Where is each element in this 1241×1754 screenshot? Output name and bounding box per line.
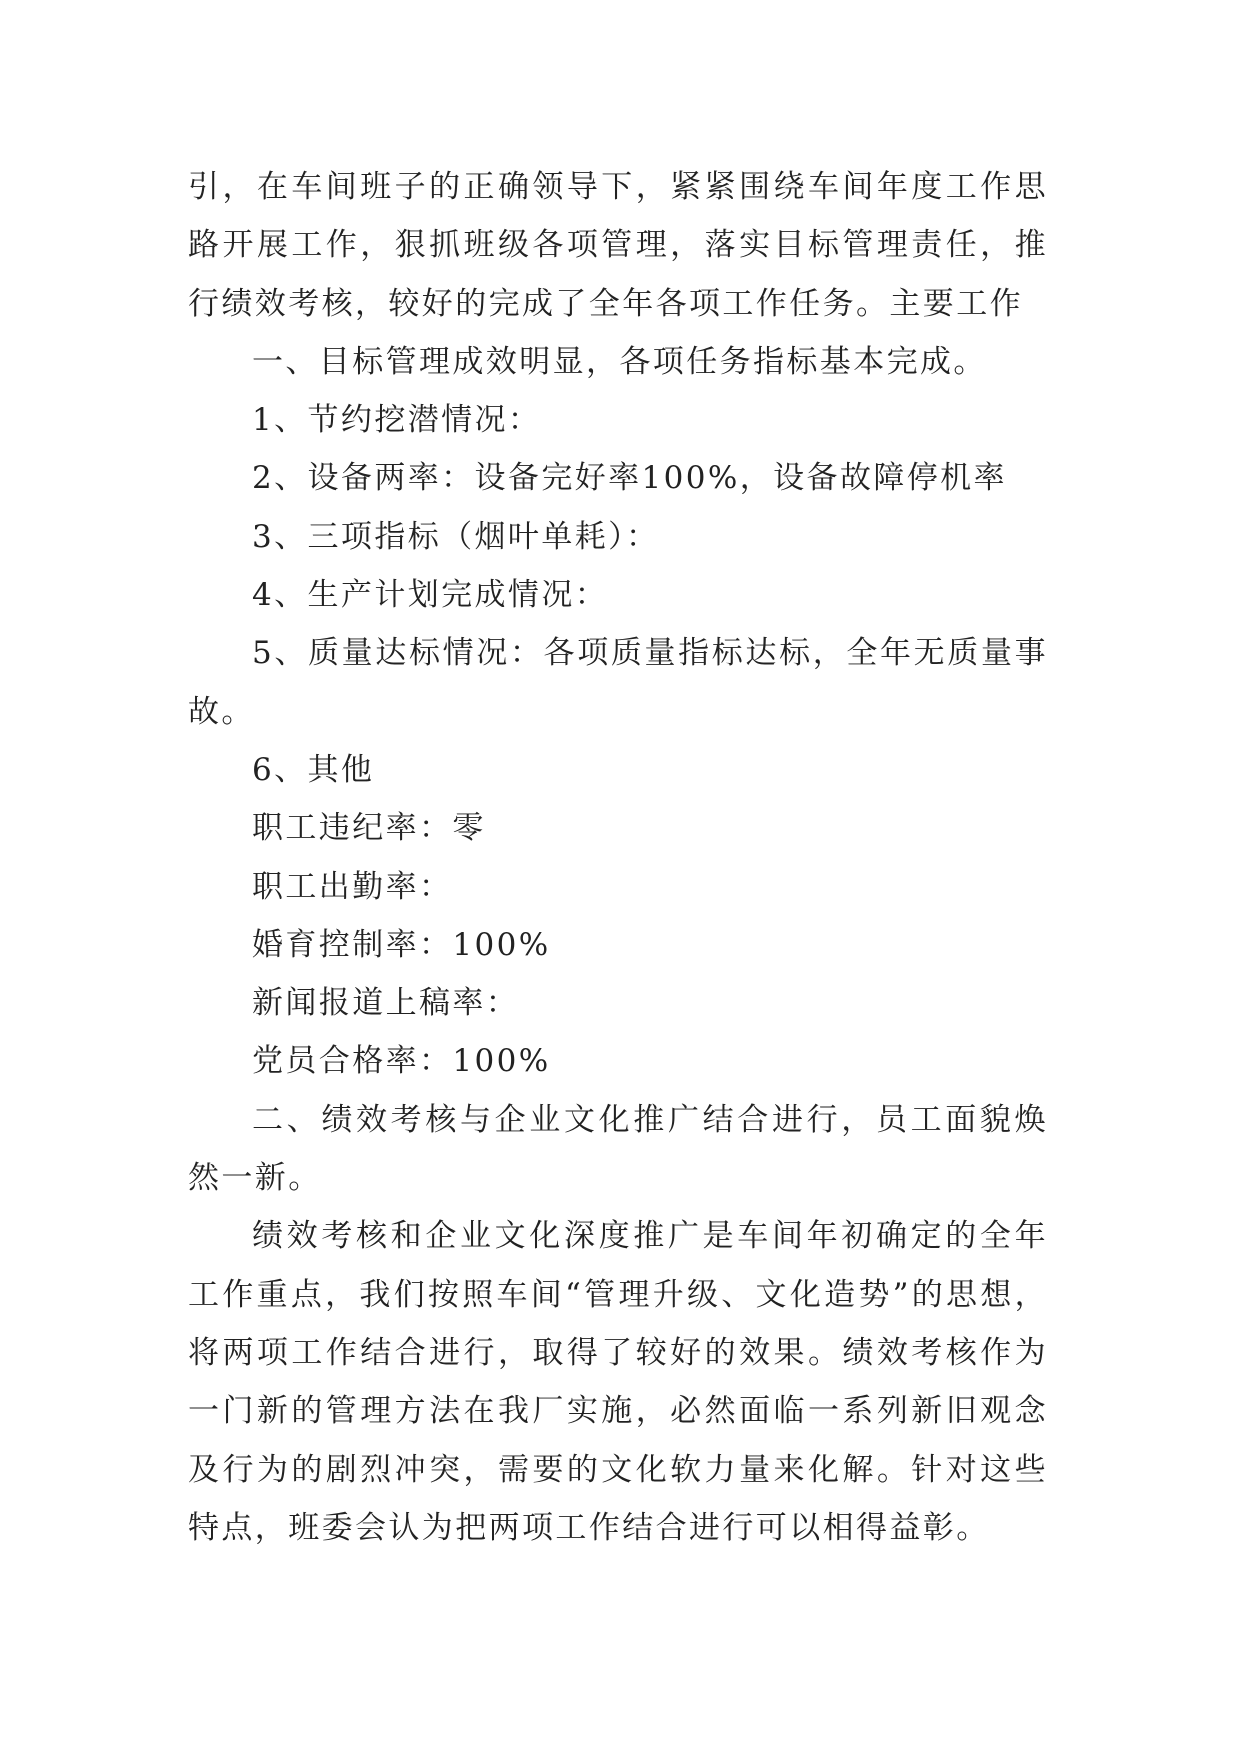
section-heading-2: 二、绩效考核与企业文化推广结合进行，员工面貌焕然一新。 — [188, 1101, 1048, 1197]
list-item-4: 4、生产计划完成情况： — [252, 577, 609, 614]
document-body — [188, 158, 1048, 1557]
list-item-3: 3、三项指标（烟叶单耗）： — [252, 518, 660, 555]
body-paragraph: 绩效考核和企业文化深度推广是车间年初确定的全年工作重点，我们按照车间“管理升级、文化造势”的思想，将两项工作结合进行，取得了较好的效果。绩效考核作为一门新的管理方法在我厂实施，必然面临一系列新旧观念及行为的剧烈冲突，需要的文化软力量来化解。针对这些特点，班委会认为把两项工作结合进行可以相得益彰。 — [188, 1218, 1048, 1546]
list-item-2: 2、设备两率：设备完好率100%，设备故障停机率 — [252, 460, 1007, 497]
list-item-6: 6、其他 — [252, 751, 375, 788]
paragraph-continuation: 引，在车间班子的正确领导下，紧紧围绕车间年度工作思路开展工作，狠抓班级各项管理，落实目标管理责任，推行绩效考核，较好的完成了全年各项工作任务。主要工作 — [188, 169, 1048, 322]
list-item-5: 5、质量达标情况：各项质量指标达标，全年无质量事故。 — [188, 635, 1048, 730]
metric-discipline-rate: 职工违纪率：零 — [252, 810, 486, 847]
metric-party-member-rate: 党员合格率：100% — [252, 1043, 551, 1080]
list-item-1: 1、节约挖潜情况： — [252, 402, 542, 439]
section-heading-1: 一、目标管理成效明显，各项任务指标基本完成。 — [252, 343, 987, 380]
metric-attendance-rate: 职工出勤率： — [252, 868, 453, 905]
metric-family-planning-rate: 婚育控制率：100% — [252, 926, 551, 963]
metric-news-publication-rate: 新闻报道上稿率： — [252, 985, 520, 1022]
